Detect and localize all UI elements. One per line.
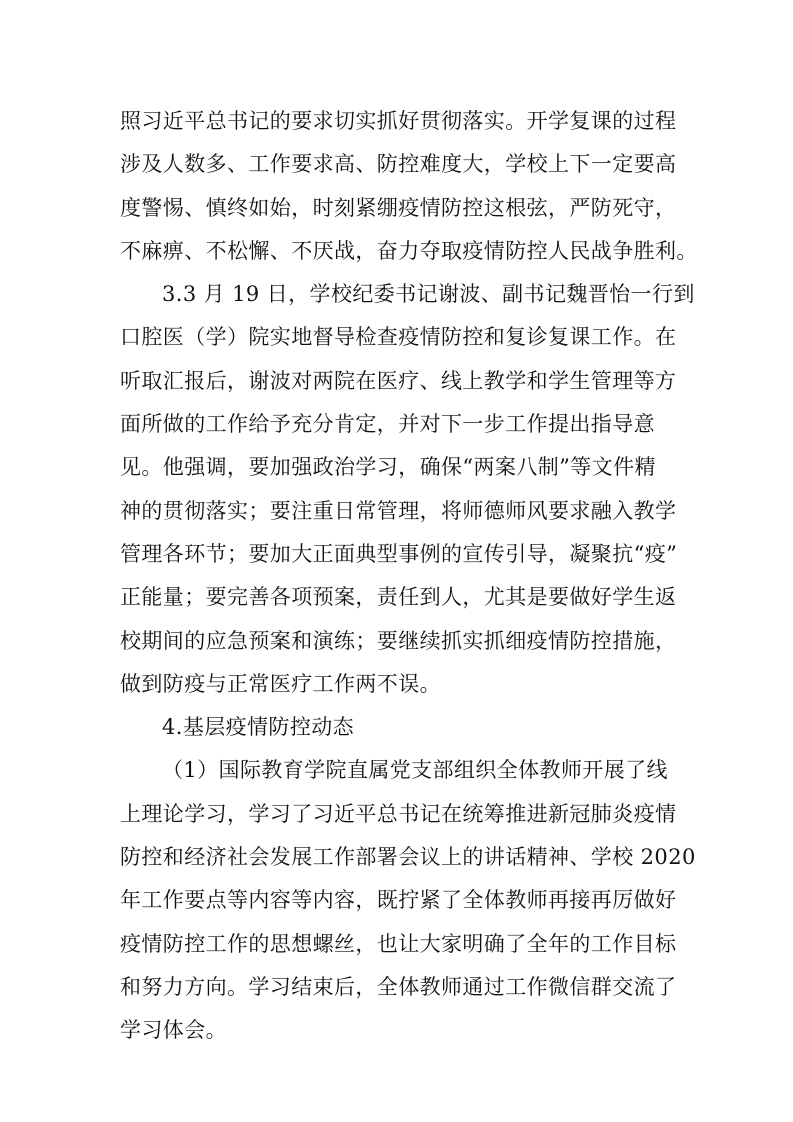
text-line: 年工作要点等内容等内容，既拧紧了全体教师再接再厉做好 [120, 888, 677, 913]
text-line: 面所做的工作给予充分肯定，并对下一步工作提出指导意 [120, 412, 655, 437]
text-line: 学习体会。 [120, 1018, 227, 1043]
text-line: 正能量；要完善各项预案，责任到人，尤其是要做好学生返 [120, 585, 677, 610]
text-line: 做到防疫与正常医疗工作两不误。 [120, 671, 441, 696]
text-line: 和努力方向。学习结束后，全体教师通过工作微信群交流了 [120, 974, 677, 999]
text-line: 涉及人数多、工作要求高、防控难度大，学校上下一定要高 [120, 152, 677, 177]
text-line: 口腔医（学）院实地督导检查疫情防控和复诊复课工作。在 [120, 325, 677, 350]
text-line: 不麻痹、不松懈、不厌战，奋力夺取疫情防控人民战争胜利。 [120, 238, 698, 263]
text-line: 防控和经济社会发展工作部署会议上的讲话精神、学校 2020 [120, 845, 696, 870]
document-body [120, 100, 698, 1053]
text-line: 度警惕、慎终如始，时刻紧绷疫情防控这根弦，严防死守， [120, 195, 677, 220]
text-line: 校期间的应急预案和演练；要继续抓实抓细疫情防控措施， [120, 628, 677, 653]
paragraph-start-line: 3.3 月 19 日，学校纪委书记谢波、副书记魏晋怡一行到 [162, 282, 695, 307]
text-line: 听取汇报后，谢波对两院在医疗、线上教学和学生管理等方 [120, 368, 677, 393]
text-line: 疫情防控工作的思想螺丝，也让大家明确了全年的工作目标 [120, 931, 677, 956]
text-line: 见。他强调，要加强政治学习，确保“两案八制”等文件精 [120, 455, 656, 480]
text-line: 上理论学习，学习了习近平总书记在统筹推进新冠肺炎疫情 [120, 801, 677, 826]
paragraph-start-line: （1）国际教育学院直属党支部组织全体教师开展了线 [162, 758, 668, 783]
section-heading: 4.基层疫情防控动态 [162, 715, 355, 740]
text-line: 神的贯彻落实；要注重日常管理，将师德师风要求融入教学 [120, 498, 677, 523]
text-line: 照习近平总书记的要求切实抓好贯彻落实。开学复课的过程 [120, 109, 677, 133]
text-line: 管理各环节；要加大正面典型事例的宣传引导，凝聚抗“疫” [120, 541, 678, 566]
